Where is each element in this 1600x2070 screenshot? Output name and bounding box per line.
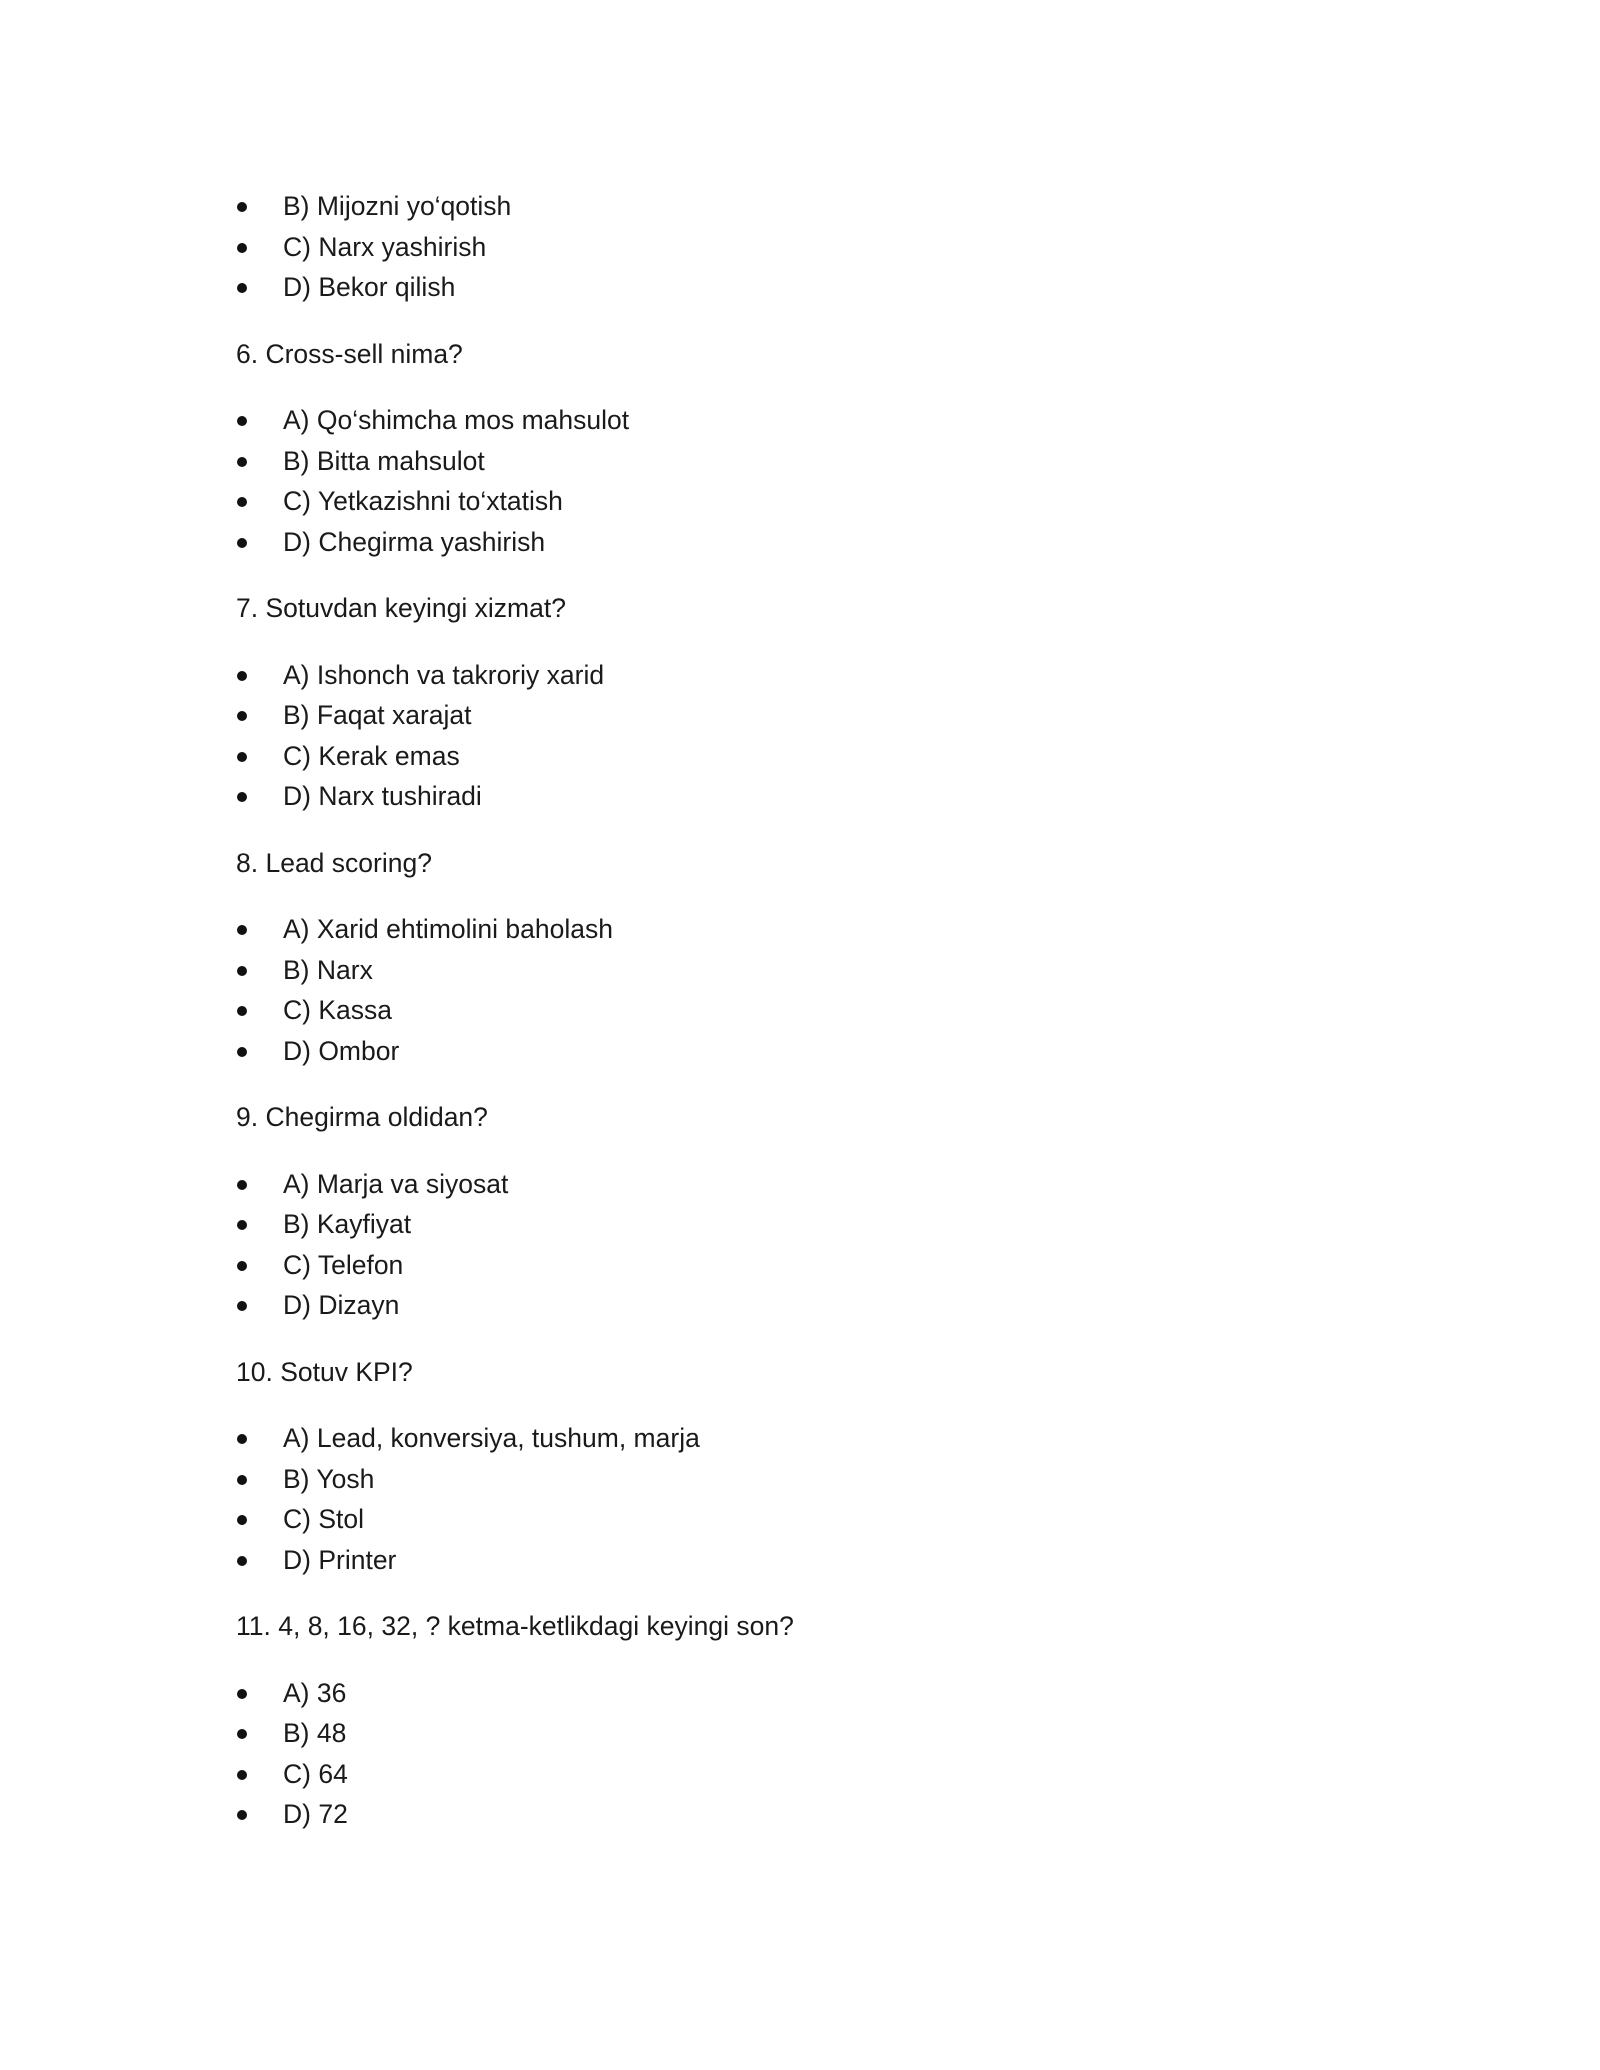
option-text: C) Kassa <box>283 995 392 1025</box>
bullet-icon <box>237 1301 247 1311</box>
option-text: D) Narx tushiradi <box>283 781 482 811</box>
option-text: A) 36 <box>283 1677 347 1708</box>
list-item <box>236 1713 1376 1754</box>
list-item <box>236 776 1376 817</box>
question-9: 9. Chegirma oldidan? <box>236 1102 488 1132</box>
bullet-icon <box>237 538 247 548</box>
question-6: 6. Cross-sell nima? <box>236 338 463 369</box>
bullet-icon <box>237 1810 247 1820</box>
bullet-icon <box>237 416 247 426</box>
list-item <box>236 1418 1376 1459</box>
bullet-icon <box>237 1434 247 1444</box>
bullet-icon <box>237 925 247 935</box>
option-text: A) Marja va siyosat <box>283 1168 509 1199</box>
question-11: 11. 4, 8, 16, 32, ? ketma-ketlikdagi keyingi son? <box>236 1611 794 1641</box>
list-item <box>236 267 1376 308</box>
list-item <box>236 990 1376 1031</box>
option-text: C) Kerak emas <box>283 740 460 771</box>
option-text: C) Stol <box>283 1504 364 1534</box>
option-text: A) Qo‘shimcha mos mahsulot <box>283 405 630 435</box>
option-text: A) Ishonch va takroriy xarid <box>283 659 605 690</box>
list-item <box>236 441 1376 482</box>
list-item <box>236 400 1376 441</box>
list-item <box>236 1164 1376 1205</box>
list-item <box>236 736 1376 777</box>
list-item <box>236 950 1376 991</box>
bullet-icon <box>237 1180 247 1190</box>
bullet-icon <box>237 711 247 721</box>
bullet-icon <box>237 497 247 507</box>
list-item <box>236 1499 1376 1540</box>
list-item <box>236 1031 1376 1072</box>
question-10-options <box>236 1418 1376 1580</box>
list-item <box>236 1754 1376 1795</box>
option-text: D) Dizayn <box>283 1290 400 1320</box>
question-7: 7. Sotuvdan keyingi xizmat? <box>236 593 566 623</box>
option-text: D) 72 <box>283 1799 348 1829</box>
question-8-options <box>236 909 1376 1071</box>
list-item <box>236 695 1376 736</box>
option-text: B) 48 <box>283 1718 347 1748</box>
bullet-icon <box>237 1689 247 1699</box>
option-text: C) Narx yashirish <box>283 231 487 262</box>
option-text: D) Ombor <box>283 1035 400 1066</box>
list-item <box>236 909 1376 950</box>
option-text: C) Telefon <box>283 1249 404 1280</box>
question-8: 8. Lead scoring? <box>236 847 432 878</box>
bullet-icon <box>237 1515 247 1525</box>
question-10: 10. Sotuv KPI? <box>236 1356 413 1387</box>
bullet-icon <box>237 1261 247 1271</box>
list-item <box>236 1204 1376 1245</box>
list-item <box>236 186 1376 227</box>
option-text: D) Bekor qilish <box>283 272 456 302</box>
bullet-icon <box>237 1047 247 1057</box>
bullet-icon <box>237 752 247 762</box>
option-text: C) 64 <box>283 1758 348 1789</box>
bullet-icon <box>237 966 247 976</box>
option-text: D) Printer <box>283 1544 397 1575</box>
question-6-options <box>236 400 1376 562</box>
question-11-options <box>236 1673 1376 1835</box>
bullet-icon <box>237 792 247 802</box>
option-text: B) Yosh <box>283 1463 375 1494</box>
option-text: A) Lead, konversiya, tushum, marja <box>283 1423 700 1453</box>
continued-options <box>236 186 1376 308</box>
option-text: D) Chegirma yashirish <box>283 526 546 557</box>
bullet-icon <box>237 1556 247 1566</box>
bullet-icon <box>237 671 247 681</box>
bullet-icon <box>237 1729 247 1739</box>
bullet-icon <box>237 1006 247 1016</box>
bullet-icon <box>237 1770 247 1780</box>
list-item <box>236 655 1376 696</box>
list-item <box>236 481 1376 522</box>
bullet-icon <box>237 243 247 253</box>
list-item <box>236 522 1376 563</box>
option-text: B) Faqat xarajat <box>283 700 472 730</box>
list-item <box>236 1459 1376 1500</box>
option-text: A) Xarid ehtimolini baholash <box>283 914 613 944</box>
question-9-options <box>236 1164 1376 1326</box>
bullet-icon <box>237 202 247 212</box>
bullet-icon <box>237 457 247 467</box>
document-body <box>236 186 1376 1835</box>
list-item <box>236 1794 1376 1835</box>
list-item <box>236 1540 1376 1581</box>
bullet-icon <box>237 1475 247 1485</box>
question-7-options <box>236 655 1376 817</box>
bullet-icon <box>237 283 247 293</box>
list-item <box>236 1285 1376 1326</box>
option-text: C) Yetkazishni to‘xtatish <box>283 486 563 516</box>
option-text: B) Mijozni yo‘qotish <box>283 191 512 221</box>
option-text: B) Narx <box>283 954 373 985</box>
option-text: B) Bitta mahsulot <box>283 445 485 476</box>
list-item <box>236 227 1376 268</box>
bullet-icon <box>237 1220 247 1230</box>
option-text: B) Kayfiyat <box>283 1209 412 1239</box>
list-item <box>236 1245 1376 1286</box>
list-item <box>236 1673 1376 1714</box>
